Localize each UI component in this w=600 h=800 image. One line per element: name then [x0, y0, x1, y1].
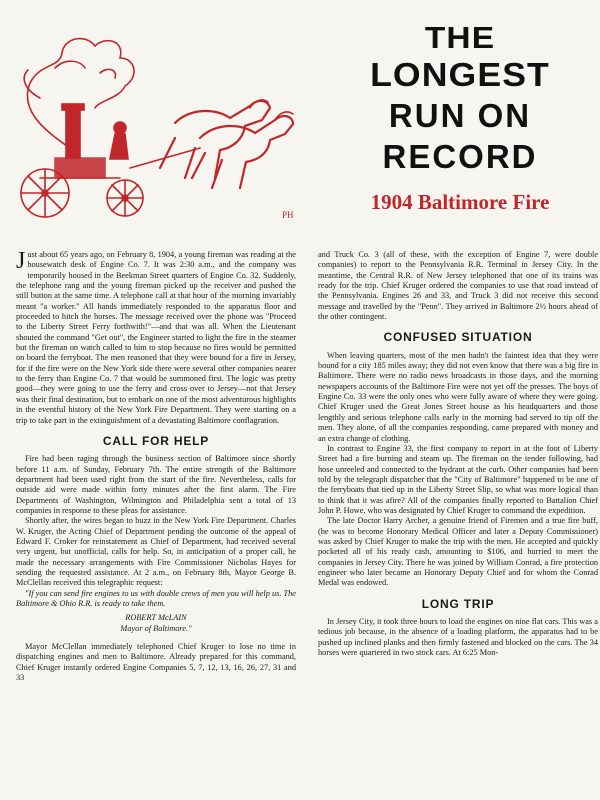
title-line-4: RECORD [382, 138, 538, 175]
title-line-2: LONGEST [370, 56, 550, 93]
paragraph: In contrast to Engine 33, the first company to report in at the foot of Liberty Street had a fire burning and steam up. The fireman on the tender following, had hose unreeled and connected to the hydrant at the curb. Other companies had been told by the telegraph dispatcher that the "City of Baltimore" happened to be one of the ferryboats that tied up in the Liberty Street Slip, so what was more logical than to think that it was afire? All of the companies finally reported to Battalion Chief John P. Howe, who was designated by Chief Kruger to command the expedition. [318, 443, 598, 515]
article-subtitle: 1904 Baltimore Fire [370, 190, 550, 214]
left-column [16, 250, 296, 683]
intro-paragraph [16, 250, 296, 426]
signature-title: Mayor of Baltimore." [120, 623, 192, 633]
article-title [330, 22, 590, 177]
title-line-1: THE [424, 20, 496, 55]
signature-name: ROBERT McLAIN [125, 613, 187, 623]
paragraph: Mayor McClellan immediately telephoned Chief Kruger to lose no time in dispatching engines and men to Baltimore. Already prepared for this command, Chief Kruger instantly ordered Engine Companies 5, 7, 12, 13, 16, 26, 27, 31 and 33 [16, 642, 296, 683]
paragraph: In Jersey City, it took three hours to load the engines on nine flat cars. This was a tedious job because, in the absence of a loading platform, the apparatus had to be pushed up inclined planks and then firmly fastened and blocked on the cars. The 34 horses were quartered in two stock cars. At 6:25 Mon- [318, 617, 598, 658]
paragraph: The late Doctor Harry Archer, a genuine friend of Firemen and a true fire buff, (he was to become Honorary Medical Officer and later a Deputy Commissioner) was asked by Chief Kruger to make the trip with the men. He accepted and quickly pocketed all of his ready cash, amounting to $106, and hurried to meet the companies in Jersey City. There he was joined by William Conrad, a fire protection engineer who later became an Honorary Deputy Chief and for whom the Conrad Medal was endowed. [318, 516, 598, 588]
fire-engine-illustration [0, 28, 318, 228]
section-heading-long-trip: LONG TRIP [421, 596, 495, 611]
paragraph: Fire had been raging through the business section of Baltimore since shortly before 11 a.m. of Sunday, February 7th. The entire strength of the Baltimore department had been used right from the start of the fire. Nevertheless, calls for outside aid were made within forty minutes after the first alarm. The Fire Departments of Washington, Wilmington and Philadelphia sent a total of 13 companies in response to these pleas for assistance. [16, 454, 296, 515]
section-heading-call-for-help: CALL FOR HELP [102, 433, 210, 448]
right-column [318, 250, 598, 658]
paragraph: Shortly after, the wires began to buzz in the New York Fire Department. Charles W. Kruger, the Acting Chief of Department pending the outcome of the appeal of Edward F. Croker for reinstatement as Chief of Department, had received several very urgent, but unofficial, calls for help. So, in anticipation of a proper call, he made the necessary arrangements with Fire Commissioner Nicholas Hayes for sending the requested assistance. At 2 a.m., on February 8th, Mayor George B. McClellan received this telegraphic request: [16, 516, 296, 588]
section-heading-confused-situation: CONFUSED SITUATION [383, 330, 533, 345]
intro-text: ust about 65 years ago, on February 8, 1904, a young fireman was reading at the housewatch desk of Engine Co. 7. It was 2:30 a.m., and the company was temporarily housed in the Beekman Street quarters of Engine Co. 32. Suddenly, the telephone rang and the young fireman picked up the receiver and pushed the still button at the same time. A telephone call at that hour of the morning invariably meant "a worker." All hands immediately responded to the apparatus floor and proceeded to hitch the horses. The message received over the phone was "Proceed to the Liberty Street Ferry forthwith!"—and that was all. When the Lieutenant shouted the command "Get out", the Engineer started to light the fire in the steamer but the fireman on watch called to him to stop because no fires would be permitted on board the ferryboat. The men reasoned that they were bound for a fire in Jersey, for if the fire were on the New York side there were several other companies nearer to the ferry than Engine Co. 7 that would be summoned first. The logic was pretty good—they were going to use the ferry and cross over to Jersey—not that Jersey was their final destination, but to embark on one of the most adventurous highlights in the eventful history of the New York Fire Department. They were starting on a trip to take part in the extinguishment of a devastating Baltimore conflagration. [16, 250, 296, 425]
drop-cap: J [16, 248, 26, 274]
paragraph: and Truck Co. 3 (all of these, with the exception of Engine 7, were double companies) to report to the Pennsylvania R.R. Terminal in Jersey City. In the meantime, the Central R.R. of New Jersey telephoned that one of its trains was ready for the trip. Chief Kruger ordered the companies to use that road instead of the Pennsylvania. Engines 26 and 33, and Truck 3 did not receive this second message and travelled by the "Penn". They arrived in Baltimore 2½ hours ahead of the other contingent. [318, 250, 598, 322]
telegram-quote: "If you can send fire engines to us with double crews of men you will help us. The Baltimore & Ohio R.R. is ready to take them. [16, 588, 296, 608]
paragraph: When leaving quarters, most of the men hadn't the faintest idea that they were bound for a city 185 miles away; they did not even know that there was a big fire in Baltimore. There were no radio news broadcasts in those days, and the morning newspapers accounts of the Baltimore Fire were not yet off the presses. The boys of Engine Co. 33 were the only ones who were fully aware of where they were going. Chief Kruger used the Great Jones Street house as his headquarters and those lengthly and serious telephone calls early in the morning had served to tip off the men. They alone, of all the companies responding, came prepared with money and an extra change of clothing. [318, 350, 598, 443]
artist-signature: PH [282, 210, 294, 220]
title-line-3: RUN ON [388, 97, 532, 134]
